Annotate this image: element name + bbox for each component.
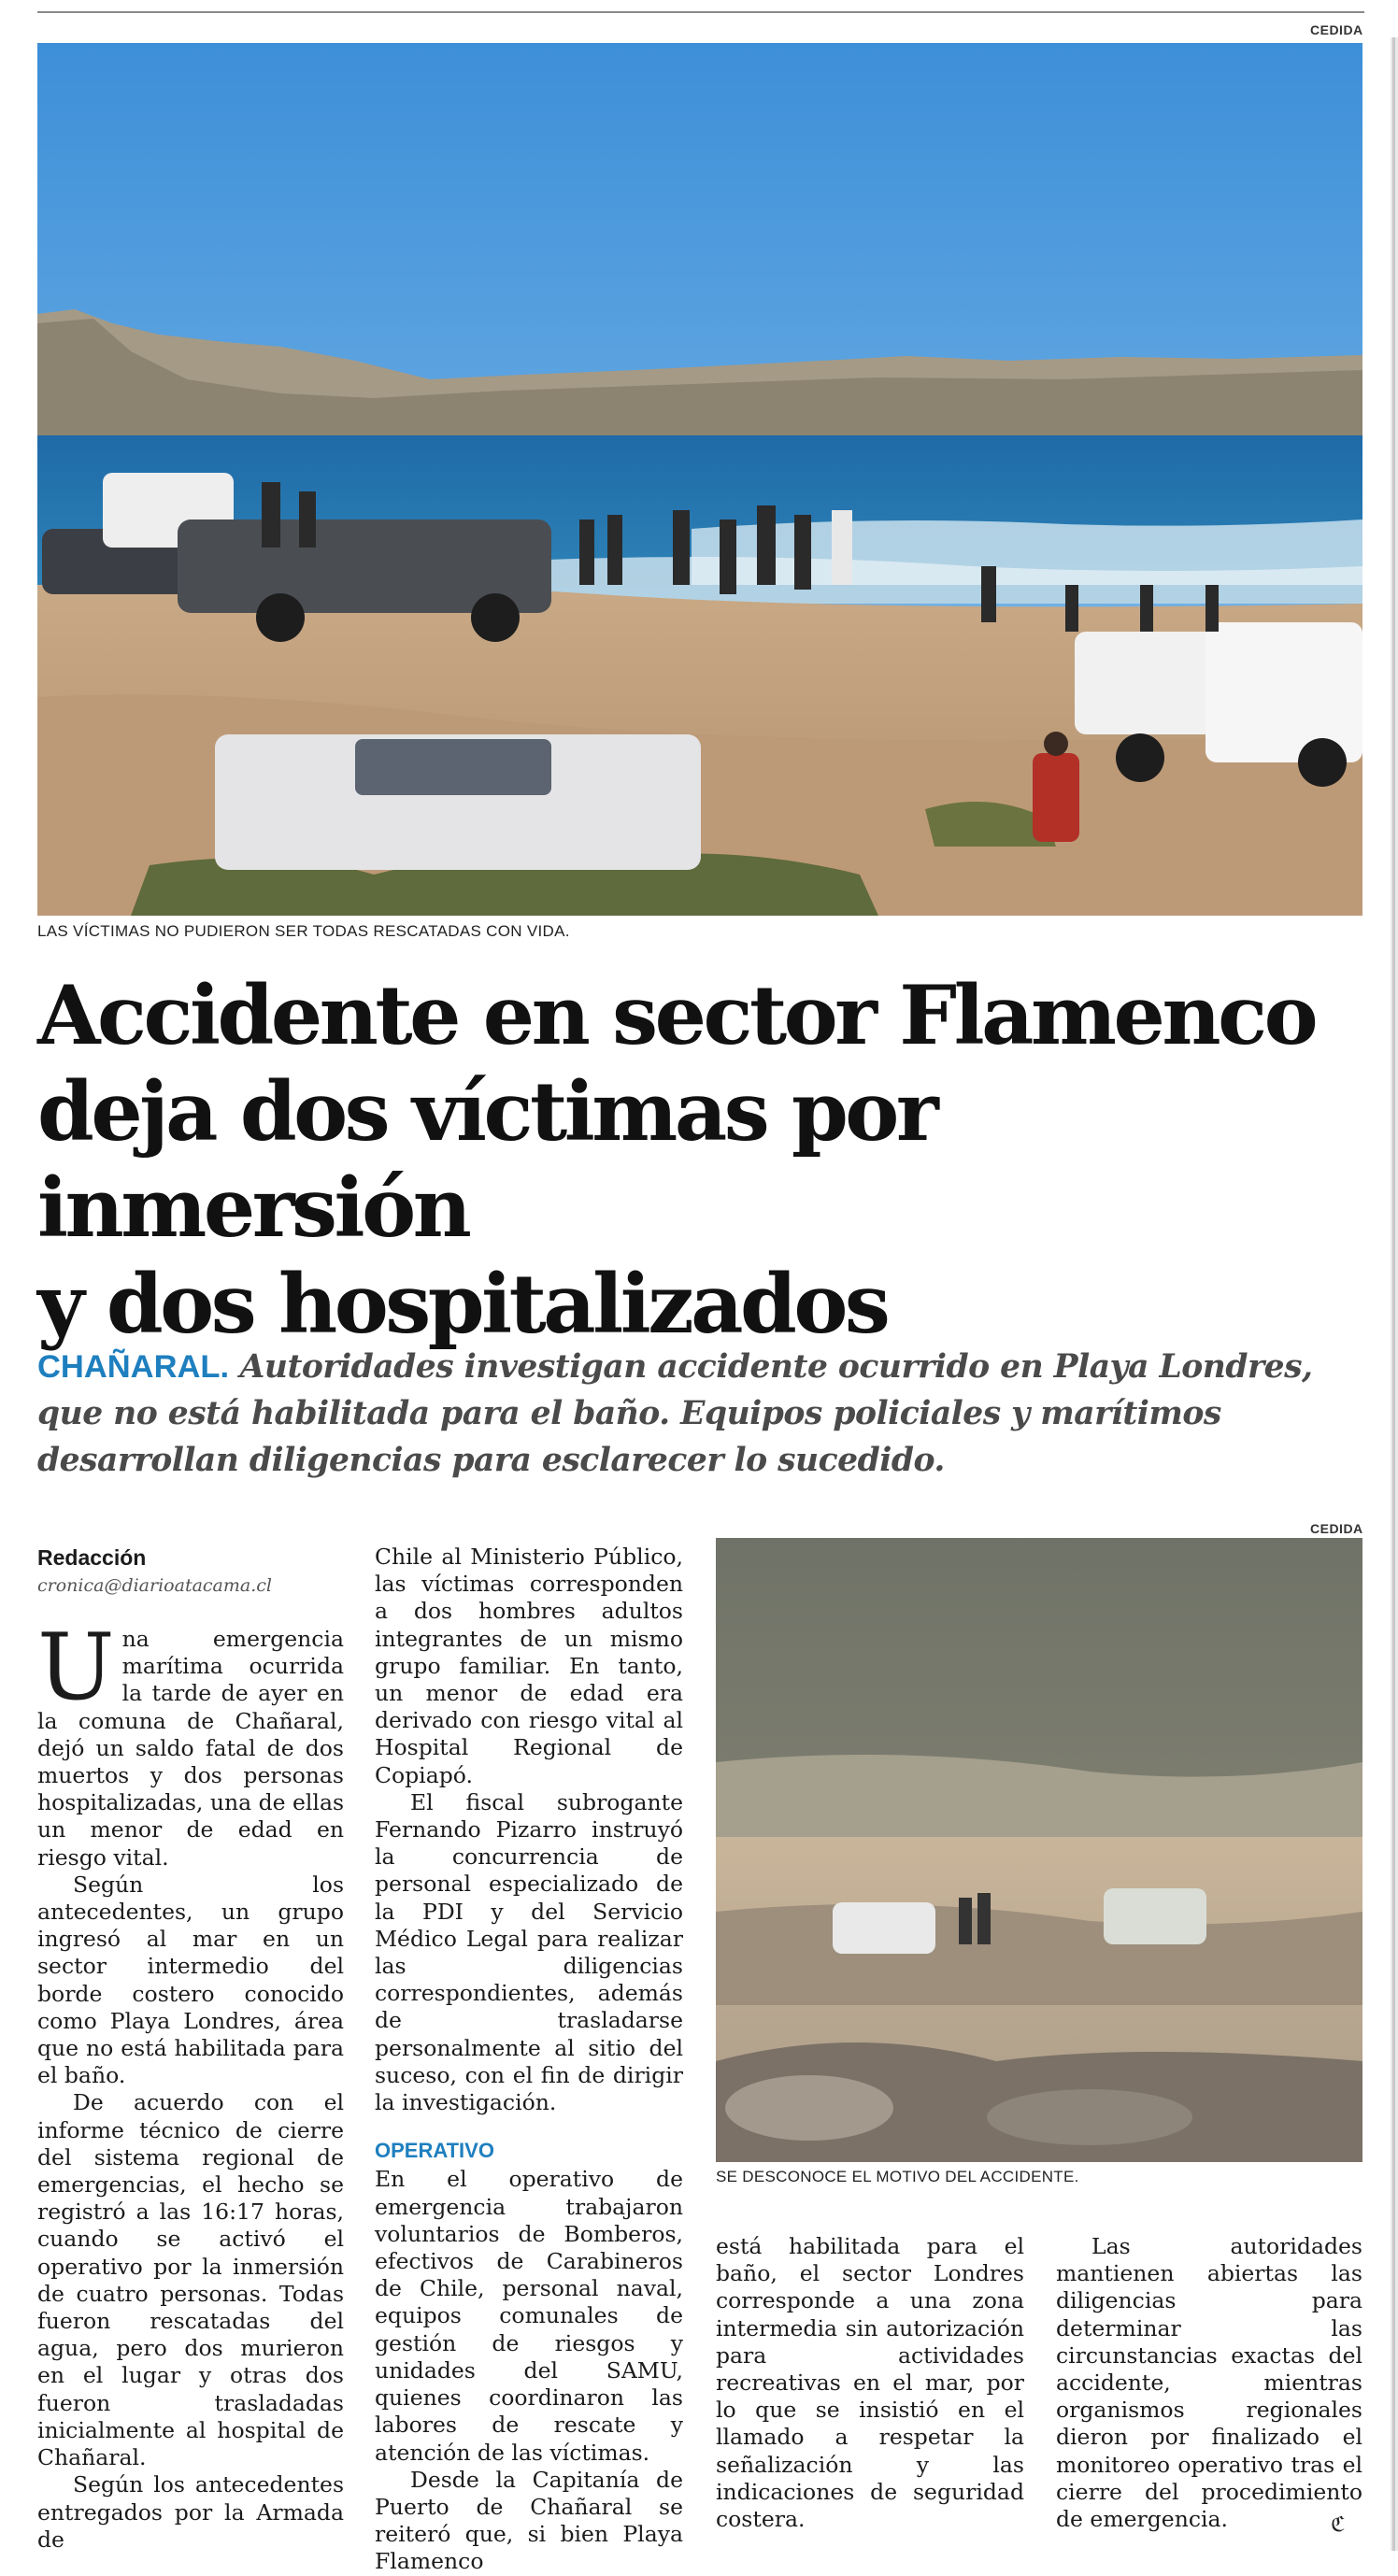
byline-author: Redacción — [37, 1545, 147, 1570]
column-3 — [716, 2233, 1024, 2533]
page-edge — [1391, 37, 1398, 2551]
lead-text: Autoridades investigan accidente ocurrido en Playa Londres, que no está habilitada para el baño. Equipos policiales y marítimos desarrollan diligencias para esclarecer lo sucedido. — [37, 1348, 1313, 1479]
beach-rescue-photo — [37, 43, 1362, 916]
paragraph-6: El fiscal subrogante Fernando Pizarro instruyó la concurrencia de personal especializado de la PDI y del Servicio Médico Legal para realizar las diligencias correspondientes, además de trasladarse personalmente al sitio del suceso, con el fin de dirigir la investigación. — [375, 1788, 683, 2116]
photo-caption-1: LAS VÍCTIMAS NO PUDIERON SER TODAS RESCATADAS CON VIDA. — [37, 922, 570, 940]
headline-line-2: deja dos víctimas por inmersión — [37, 1063, 936, 1256]
lead-location: CHAÑARAL. — [37, 1349, 230, 1385]
drop-cap: U — [37, 1615, 115, 1721]
top-rule — [37, 11, 1364, 13]
column-1 — [37, 1544, 344, 2554]
byline-email: cronica@diarioatacama.cl — [37, 1575, 272, 1596]
article-headline — [37, 967, 1364, 1352]
section-subhead: OPERATIVO — [375, 2139, 494, 2163]
column-2 — [375, 1544, 683, 2576]
paragraph-3: De acuerdo con el informe técnico de cierre del sistema regional de emergencias, el hecho se registró a las 16:17 horas, cuando se activó el operativo por la inmersión de cuatro personas. Todas fueron rescatadas del agua, pero dos murieron en el lugar y otras dos fueron trasladadas inicialmente al hospital de Chañaral. — [37, 2089, 344, 2471]
article-lead — [37, 1344, 1364, 1484]
photo-caption-2: SE DESCONOCE EL MOTIVO DEL ACCIDENTE. — [716, 2168, 1079, 2185]
paragraph-10: Las autoridades mantienen abiertas las diligencias para determinar las circunstancias exactas del accidente, mientras organismos regionales dieron por finalizado el monitoreo operativo tras el cierre del procedimiento de emergencia. — [1056, 2233, 1362, 2533]
paragraph-2: Según los antecedentes, un grupo ingresó al mar en un sector intermedio del borde costero conocido como Playa Londres, área que no está habilitada para el baño. — [37, 1871, 344, 2089]
paragraph-9: está habilitada para el baño, el sector Londres corresponde a una zona intermedia sin autorización para actividades recreativas en el mar, por lo que se insistió en el llamado a respetar la señalización y las indicaciones de seguridad costera. — [716, 2233, 1024, 2533]
headline-line-1: Accidente en sector Flamenco — [37, 967, 1316, 1063]
headline-line-3: y dos hospitalizados — [37, 1256, 888, 1352]
paragraph-8: Desde la Capitanía de Puerto de Chañaral se reiteró que, si bien Playa Flamenco — [375, 2466, 683, 2575]
paragraph-4: Según los antecedentes entregados por la Armada de — [37, 2471, 344, 2553]
paragraph-1: Una emergencia marítima ocurrida la tarde de ayer en la comuna de Chañaral, dejó un saldo fatal de dos muertos y dos personas hospitalizadas, una de ellas un menor de edad en riesgo vital. — [37, 1615, 345, 1871]
column-4 — [1056, 2233, 1362, 2533]
photo-credit-2: CEDIDA — [1310, 1521, 1363, 1536]
paragraph-5: Chile al Ministerio Público, las víctimas corresponden a dos hombres adultos integrantes de un mismo grupo familiar. En tanto, un menor de edad era derivado con riesgo vital al Hospital Regional de Copiapó. — [375, 1544, 683, 1788]
rescue-site-photo — [716, 1538, 1362, 2162]
end-mark-icon: ℭ — [1331, 2513, 1346, 2537]
photo-credit-top: CEDIDA — [1310, 22, 1363, 37]
paragraph-7: En el operativo de emergencia trabajaron voluntarios de Bomberos, efectivos de Carabineros de Chile, personal naval, equipos comunales de gestión de riesgos y unidades del SAMU, quienes coordinaron las labores de rescate y atención de las víctimas. — [375, 2166, 683, 2466]
